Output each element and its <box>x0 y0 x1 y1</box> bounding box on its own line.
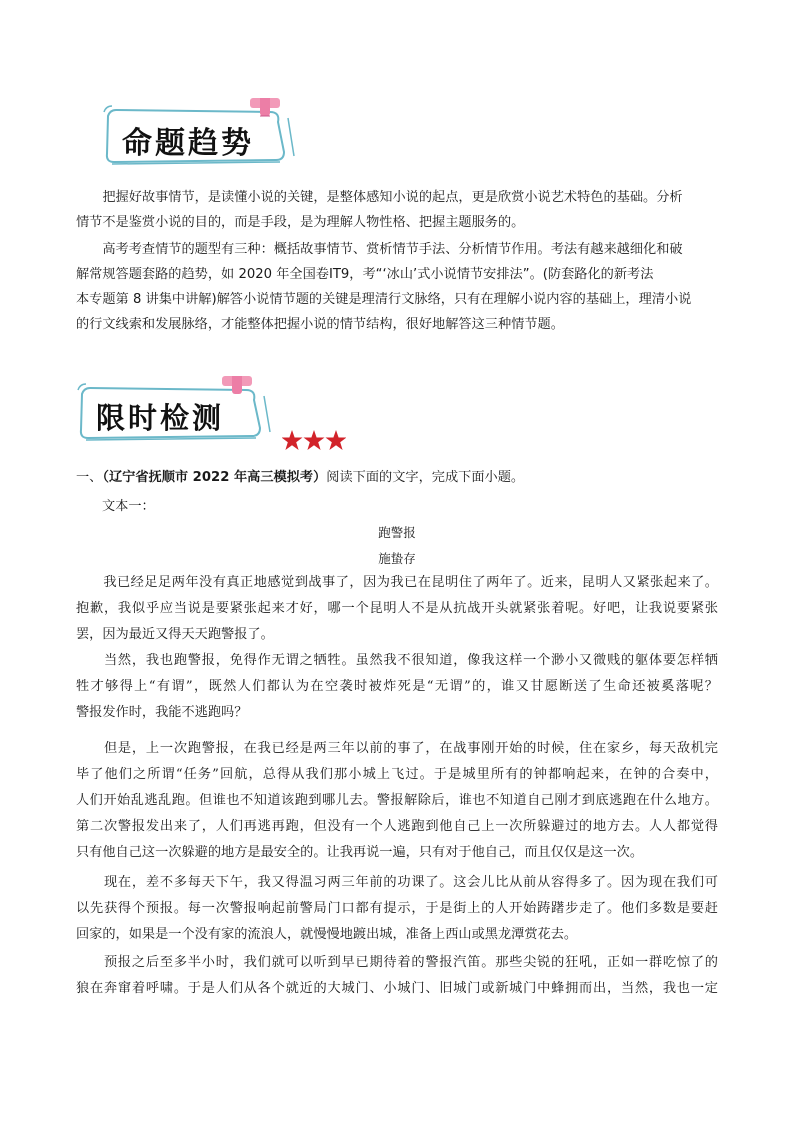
essay-line: 警报发作时，我能不逃跑吗？ <box>76 705 248 720</box>
text-label: 文本一： <box>102 499 155 514</box>
trend-paragraph-1 <box>76 185 718 235</box>
essay-line: 罢，因为最近又得天天跑警报了。 <box>76 627 274 642</box>
trend-p2-line: 高考考查情节的题型有三种：概括故事情节、赏析情节手法、分析情节作用。考法有越来越细化和破 <box>76 242 683 257</box>
trend-p1-line: 情节不是鉴赏小说的目的，而是手段，是为理解人物性格、把握主题服务的。 <box>76 215 525 230</box>
trend-paragraph-2 <box>76 237 718 337</box>
essay-paragraph-2 <box>76 648 718 726</box>
essay-line: 毕了他们之所谓“任务”回航，总得从我们那小城上飞过。于是城里所有的钟都响起来，在钟的合奏中， <box>76 767 718 782</box>
essay-line: 狼在奔窜着呼啸。于是人们从各个就近的大城门、小城门、旧城门或新城门中蜂拥而出，当然，我也一定 <box>76 981 718 996</box>
question-heading <box>76 466 524 485</box>
question-number: 一、 <box>76 470 103 485</box>
essay-title: 跑警报 <box>378 525 416 540</box>
essay-line: 以先获得个预报。每一次警报响起前警局门口都有提示，于是街上的人开始踌躇步走了。他们多数是要赶 <box>76 901 718 916</box>
essay-line: 只有他自己这一次躲避的地方是最安全的。让我再说一遍，只有对于他自己，而且仅仅是这一次。 <box>76 845 644 860</box>
essay-author: 施蛰存 <box>378 551 416 566</box>
essay-line: 我已经足足两年没有真正地感觉到战事了，因为我已在昆明住了两年了。近来，昆明人又紧张起来了。 <box>76 575 718 590</box>
essay-paragraph-5 <box>76 950 718 1002</box>
essay-line: 人们开始乱逃乱跑。但谁也不知道该跑到哪儿去。警报解除后，谁也不知道自己刚才到底逃跑在什么地方。 <box>76 793 718 808</box>
essay-line: 牲才够得上“有谓”，既然人们都认为在空袭时被炸死是“无谓”的，谁又甘愿断送了生命还被奚落呢？ <box>76 679 718 694</box>
question-instruction: 阅读下面的文字，完成下面小题。 <box>326 470 525 485</box>
test-heading: 限时检测 <box>96 401 225 435</box>
essay-line: 第二次警报发出来了，人们再逃再跑，但没有一个人逃跑到他自己上一次所躲避过的地方去。人人都觉得 <box>76 819 718 834</box>
essay-line: 预报之后至多半小时，我们就可以听到早已期待着的警报汽笛。那些尖锐的狂吼，正如一群吃惊了的 <box>76 955 718 970</box>
essay-paragraph-3 <box>76 736 718 866</box>
essay-line: 现在，差不多每天下午，我又得温习两三年前的功课了。这会儿比从前从容得多了。因为现在我们可 <box>76 875 718 890</box>
difficulty-stars-icon <box>282 428 346 456</box>
essay-line: 当然，我也跑警报，免得作无谓之牺牲。虽然我不很知道，像我这样一个渺小又微贱的躯体要怎样牺 <box>76 653 718 668</box>
trend-p1-line: 把握好故事情节，是读懂小说的关键，是整体感知小说的起点，更是欣赏小说艺术特色的基础。分析 <box>76 190 683 205</box>
section-badge-test <box>74 376 274 446</box>
section-badge-trend <box>100 98 300 170</box>
question-source: （辽宁省抚顺市 2022 年高三模拟考） <box>102 470 327 485</box>
trend-heading: 命题趋势 <box>122 126 254 161</box>
essay-paragraph-4 <box>76 870 718 948</box>
essay-line: 抱歉，我似乎应当说是要紧张起来才好，哪一个昆明人不是从抗战开头就紧张着呢。好吧，让我说要紧张 <box>76 601 718 616</box>
essay-paragraph-1 <box>76 570 718 648</box>
trend-p2-line: 本专题第 8 讲集中讲解)解答小说情节题的关键是理清行文脉络，只有在理解小说内容的基础上，理清小说 <box>76 292 692 307</box>
trend-p2-line: 的行文线索和发展脉络，才能整体把握小说的情节结构，很好地解答这三种情节题。 <box>76 317 564 332</box>
essay-line: 回家的，如果是一个没有家的流浪人，就慢慢地踱出城，准备上西山或黑龙潭赏花去。 <box>76 927 578 942</box>
essay-line: 但是，上一次跑警报，在我已经是两三年以前的事了，在战事刚开始的时候，住在家乡，每天敌机完 <box>76 741 718 756</box>
trend-p2-line: 解常规答题套路的趋势，如 2020 年全国卷ⅠT9，考“‘冰山’式小说情节安排法”。(防套路化的新考法 <box>76 267 654 282</box>
